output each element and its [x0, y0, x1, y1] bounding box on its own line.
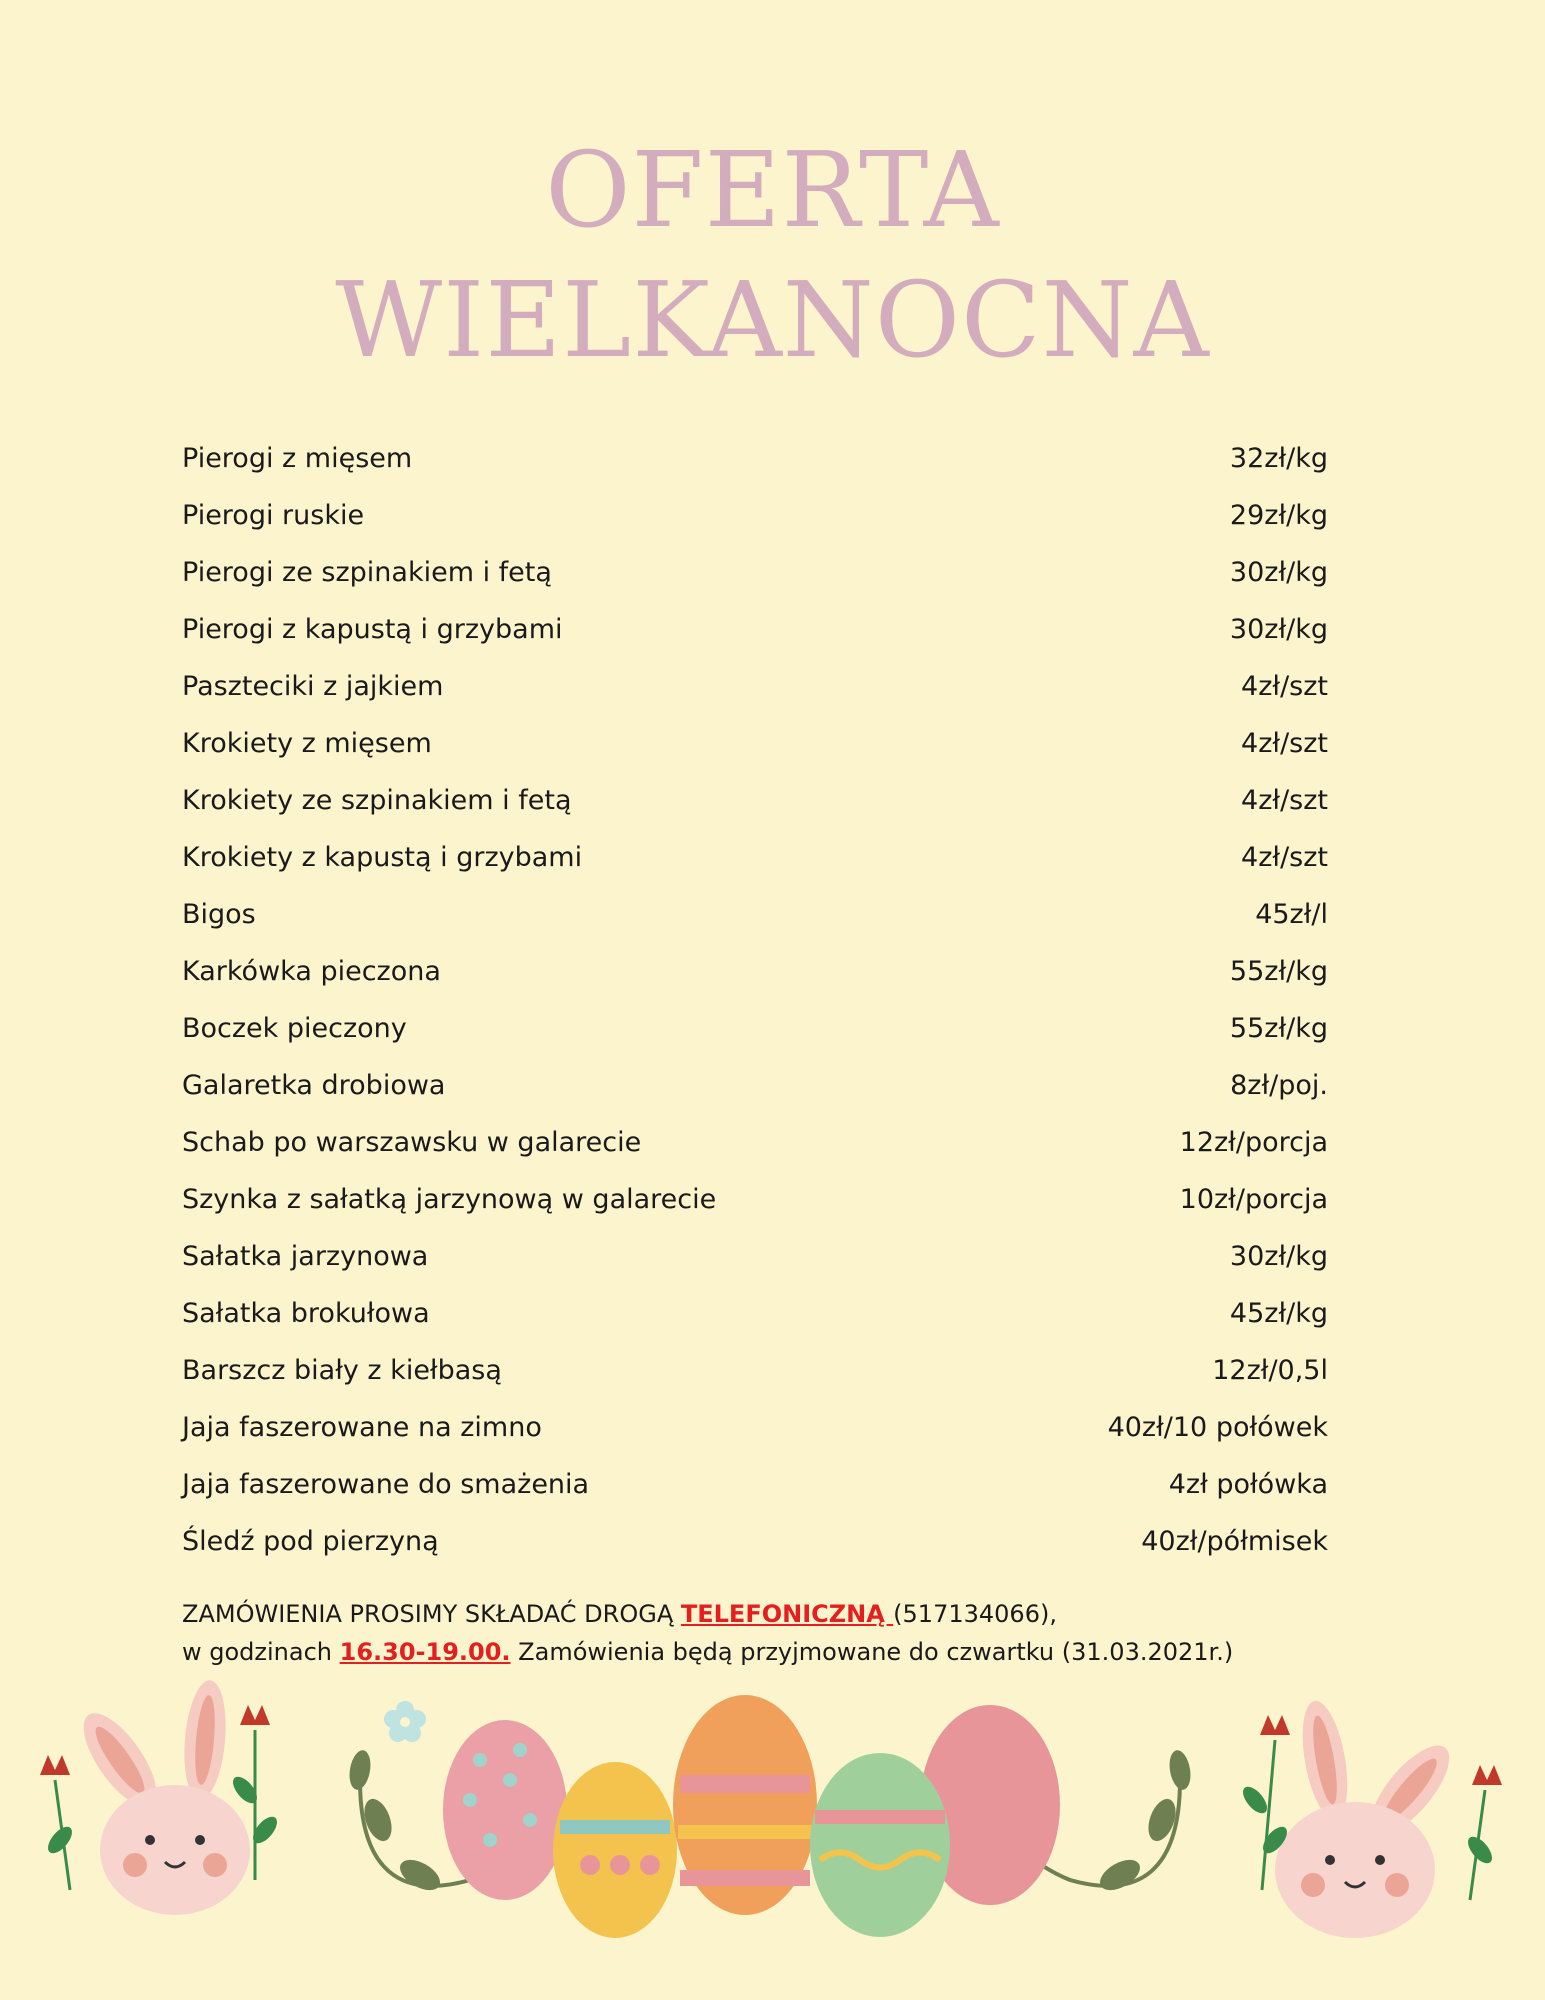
item-name: Pierogi ze szpinakiem i fetą	[182, 557, 552, 588]
menu-row	[182, 886, 1328, 943]
flower-icon	[384, 1701, 426, 1742]
menu-row	[182, 1342, 1328, 1399]
item-price: 12zł/0,5l	[1212, 1355, 1328, 1386]
phone-number: (517134066),	[893, 1600, 1057, 1628]
hours-prefix: w godzinach	[182, 1638, 340, 1666]
item-price: 40zł/półmisek	[1141, 1526, 1328, 1557]
menu-row	[182, 772, 1328, 829]
egg-icon	[443, 1720, 567, 1900]
item-name: Krokiety z kapustą i grzybami	[182, 842, 583, 873]
item-name: Boczek pieczony	[182, 1013, 407, 1044]
menu-row	[182, 487, 1328, 544]
item-name: Sałatka brokułowa	[182, 1298, 430, 1329]
order-info	[182, 1595, 1382, 1671]
item-name: Galaretka drobiowa	[182, 1070, 446, 1101]
menu-row	[182, 1399, 1328, 1456]
menu-row	[182, 544, 1328, 601]
item-name: Pierogi z kapustą i grzybami	[182, 614, 563, 645]
menu-row	[182, 430, 1328, 487]
menu-row	[182, 829, 1328, 886]
deadline-text: Zamówienia będą przyjmowane do czwartku (31.03.2021r.)	[510, 1638, 1234, 1666]
hours-highlight: 16.30-19.00.	[339, 1638, 511, 1666]
item-name: Pierogi ruskie	[182, 500, 365, 531]
item-price: 10zł/porcja	[1179, 1184, 1328, 1215]
menu-row	[182, 715, 1328, 772]
item-price: 29zł/kg	[1229, 500, 1328, 531]
item-name: Szynka z sałatką jarzynową w galarecie	[182, 1184, 717, 1215]
title-line-2: WIELKANOCNA	[335, 259, 1210, 381]
item-name: Jaja faszerowane do smażenia	[182, 1469, 590, 1500]
item-price: 4zł/szt	[1241, 842, 1328, 873]
item-name: Śledź pod pierzyną	[182, 1526, 439, 1557]
item-name: Karkówka pieczona	[182, 956, 441, 987]
menu-row	[182, 601, 1328, 658]
menu-row	[182, 658, 1328, 715]
item-price: 30zł/kg	[1229, 1241, 1328, 1272]
item-price: 55zł/kg	[1229, 956, 1328, 987]
menu-row	[182, 1171, 1328, 1228]
item-price: 45zł/l	[1255, 899, 1328, 930]
egg-icon	[810, 1753, 950, 1937]
item-name: Pierogi z mięsem	[182, 443, 413, 474]
title-line-1: OFERTA	[545, 129, 1000, 251]
menu-row	[182, 1114, 1328, 1171]
easter-decoration	[0, 1670, 1545, 2000]
item-price: 4zł/szt	[1241, 671, 1328, 702]
order-info-line-2	[182, 1633, 1382, 1671]
order-info-line-1	[182, 1595, 1382, 1633]
page-title	[0, 125, 1545, 385]
bunny-icon	[1275, 1697, 1462, 1938]
item-price: 8zł/poj.	[1230, 1070, 1328, 1101]
item-price: 55zł/kg	[1229, 1013, 1328, 1044]
menu-row	[182, 1513, 1328, 1570]
item-price: 4zł/szt	[1241, 785, 1328, 816]
item-price: 4zł/szt	[1241, 728, 1328, 759]
egg-icon	[553, 1762, 677, 1938]
menu-row	[182, 1456, 1328, 1513]
menu-row	[182, 1228, 1328, 1285]
item-price: 30zł/kg	[1229, 614, 1328, 645]
item-name: Schab po warszawsku w galarecie	[182, 1127, 642, 1158]
item-price: 30zł/kg	[1229, 557, 1328, 588]
order-method-text: ZAMÓWIENIA PROSIMY SKŁADAĆ DROGĄ	[182, 1600, 681, 1628]
item-name: Jaja faszerowane na zimno	[182, 1412, 542, 1443]
item-price: 12zł/porcja	[1179, 1127, 1328, 1158]
item-price: 32zł/kg	[1229, 443, 1328, 474]
item-name: Bigos	[182, 899, 256, 930]
phone-highlight: TELEFONICZNĄ	[680, 1600, 894, 1628]
menu-row	[182, 1285, 1328, 1342]
bunny-icon	[70, 1678, 250, 1915]
item-price: 4zł połówka	[1168, 1469, 1328, 1500]
item-price: 45zł/kg	[1229, 1298, 1328, 1329]
price-list	[182, 430, 1328, 1570]
item-name: Sałatka jarzynowa	[182, 1241, 429, 1272]
item-name: Paszteciki z jajkiem	[182, 671, 444, 702]
menu-row	[182, 943, 1328, 1000]
item-price: 40zł/10 połówek	[1107, 1412, 1328, 1443]
item-name: Krokiety z mięsem	[182, 728, 432, 759]
item-name: Krokiety ze szpinakiem i fetą	[182, 785, 572, 816]
menu-row	[182, 1000, 1328, 1057]
menu-row	[182, 1057, 1328, 1114]
item-name: Barszcz biały z kiełbasą	[182, 1355, 502, 1386]
